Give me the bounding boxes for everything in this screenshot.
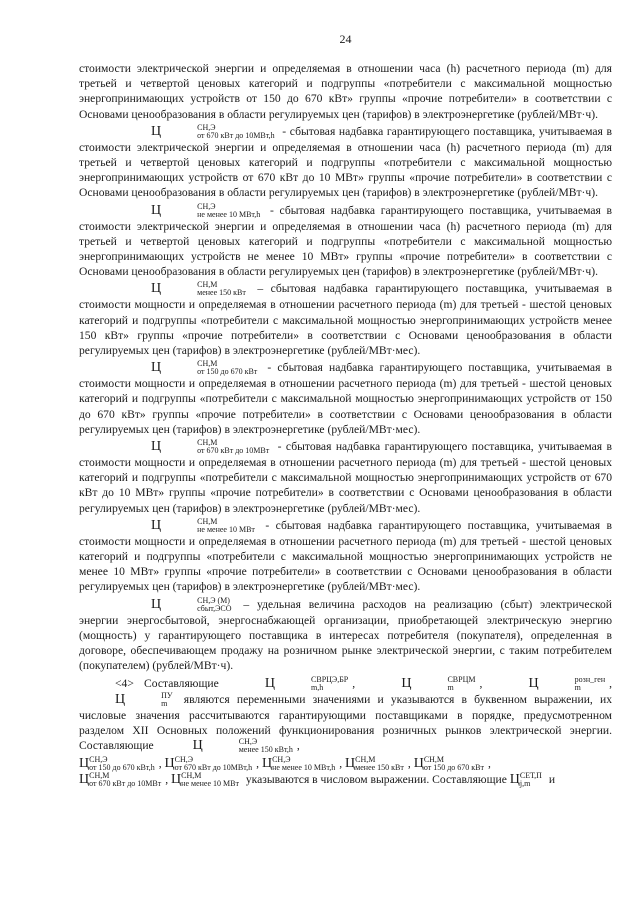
- symbol-main: Ц: [151, 596, 162, 612]
- symbol-superscript: СН,Э (М): [197, 595, 230, 605]
- symbol-main: Ц: [151, 517, 162, 533]
- row-symbol: [79, 754, 159, 772]
- definition-text: - сбытовая надбавка гарантирующего поставщика, учитываемая в стоимости электрической энергии и определяемая в отношении часа (h) расчетного периода (m) для третьей и четвертой ценовых категорий и подгруппы «потребители с максимальной мощностью энергопринимающих устройств от 670 кВт до 10 МВт» группы «прочие потребители» в соответствии с Основами ценообразования в области регулируемых цен (тарифов) в электроэнергетике (рублей/МВт·ч).: [79, 124, 612, 200]
- row-symbol: [164, 754, 257, 772]
- symbol-superscript: СН,М: [423, 754, 445, 764]
- symbol-superscript: СН,М: [181, 770, 202, 780]
- definition-text: - сбытовая надбавка гарантирующего поставщика, учитываемая в стоимости мощности и определяемая в отношении расчетного периода (m) для третьей - шестой ценовых категорий и подгруппы «потребители с максимальной мощностью энергопринимающих устройств не менее 10 МВт» группы «прочие потребители» в соответствии с Основами ценообразования в области регулируемых цен (тарифов) в электроэнергетике (рублей/МВт·мес).: [79, 518, 612, 594]
- symbol-subscript: m: [161, 698, 168, 708]
- symbol-main: Ц: [401, 675, 412, 691]
- definition-text: – сбытовая надбавка гарантирующего поставщика, учитываемая в стоимости мощности и определяемая в отношении расчетного периода (m) для третьей - шестой ценовых категорий и подгруппы «потребители с максимальной мощностью энергопринимающих устройств менее 150 кВт» группы «прочие потребители» в соответствии с Основами ценообразования в области регулируемых цен (тарифов) в электроэнергетике (рублей/МВт·мес).: [79, 282, 612, 358]
- note-text: являются переменными значениями и указываются в буквенном выражении, их числовые значения рассчитываются гарантирующими поставщиками в порядке, предусмотренном разделом XII Основных положений функционирования розничных рынков электрической энергии. Составляющие: [79, 692, 612, 752]
- symbol-main: Ц: [345, 755, 356, 771]
- definition-symbol: [115, 280, 250, 298]
- symbol-subscript: от 150 до 670 кВт,h: [89, 762, 155, 772]
- note-symbol: [229, 674, 352, 692]
- symbol-subscript: от 670 кВт до 10МВт,h: [174, 762, 253, 772]
- symbol-superscript: СН,М: [355, 754, 376, 764]
- symbol-subscript: менее 150 кВт,h: [238, 744, 293, 754]
- symbol-superscript: СН,М: [197, 516, 218, 526]
- symbol-subscript: не менее 10 МВт: [181, 778, 239, 788]
- symbol-main: Ц: [164, 755, 175, 771]
- symbol-subscript: от 150 до 670 кВт: [197, 367, 258, 377]
- note-symbol: [493, 674, 610, 692]
- symbol-subscript: от 670 кВт до 10МВт,h: [197, 130, 275, 140]
- definition-text: - сбытовая надбавка гарантирующего поставщика, учитываемая в стоимости мощности и определяемая в отношении расчетного периода (m) для третьей - шестой ценовых категорий и подгруппы «потребители с максимальной мощностью энергопринимающих устройств от 150 до 670 кВт» группы «прочие потребители» в соответствии с Основами ценообразования в области регулируемых цен (тарифов) в электроэнергетике (рублей/МВт·мес).: [79, 361, 612, 436]
- symbol-subscript: не менее 10 МВт,h: [272, 762, 336, 772]
- symbol-subscript: сбыт,ЭСО: [197, 603, 232, 613]
- symbol-subscript: m: [574, 682, 581, 692]
- symbol-superscript: СН,Э: [197, 201, 216, 211]
- symbol-main: Ц: [413, 755, 424, 771]
- symbol-superscript: СН,Э: [197, 122, 216, 132]
- note-symbol: [157, 736, 297, 754]
- symbol-superscript: СН,Э: [272, 754, 291, 764]
- definition-symbol: [115, 595, 236, 613]
- definition-paragraph: [79, 439, 612, 516]
- page-number: 24: [339, 32, 352, 46]
- note-symbol: [365, 674, 479, 692]
- row2-text: указываются в числовом выражении. Составляющие: [242, 772, 510, 786]
- definition-paragraph: [79, 281, 612, 358]
- definition-symbol: [115, 359, 261, 377]
- definition-symbol: [115, 438, 273, 456]
- formula-row-1: Ц СН,Э от 150 до 670 кВт,h , Ц СН,Э от 670 кВт до 10МВт,h , Ц СН,Э не менее 10 МВт,h , Ц СН,М менее 150 кВт , Ц СН,М от 150 до 670 кВт ,: [79, 754, 491, 772]
- symbol-subscript: менее 150 кВт: [197, 288, 246, 298]
- definitions-list: [79, 124, 612, 674]
- definition-paragraph: [79, 124, 612, 201]
- symbol-subscript: m,h: [311, 682, 324, 692]
- intro-paragraph: стоимости электрической энергии и определяемая в отношении часа (h) расчетного периода (m) для третьей и четвертой ценовых категорий и подгруппы «потребители с максимальной мощностью энергопринимающих устройств от 150 до 670 кВт» группы «прочие потребители» в соответствии с Основами ценообразования в области регулируемых цен (тарифов) в электроэнергетике (рублей/МВт·ч).: [79, 62, 612, 121]
- symbol-subscript: j,m: [519, 778, 531, 788]
- row2-end: и: [545, 772, 556, 786]
- symbol-superscript: СН,М: [197, 438, 218, 448]
- row-symbol: [509, 770, 546, 788]
- symbol-superscript: СЕТ,П: [519, 770, 542, 780]
- symbol-main: Ц: [151, 439, 162, 455]
- symbol-superscript: СВРЦЭ,БР: [311, 674, 349, 684]
- symbol-superscript: СН,Э: [238, 736, 258, 746]
- symbol-main: Ц: [192, 737, 203, 753]
- row-symbol: [79, 770, 165, 788]
- definition-symbol: [115, 201, 264, 219]
- definition-paragraph: [79, 360, 612, 437]
- symbol-subscript: от 150 до 670 кВт: [423, 762, 484, 772]
- definition-symbol: [115, 122, 279, 140]
- definition-paragraph: [79, 597, 612, 674]
- symbol-main: Ц: [264, 675, 276, 691]
- symbol-superscript: розн_ген: [574, 674, 606, 684]
- symbol-subscript: от 670 кВт до 10МВт: [197, 446, 270, 456]
- symbol-main: Ц: [79, 755, 90, 771]
- symbol-main: Ц: [171, 771, 182, 787]
- definition-text: – удельная величина расходов на реализацию (сбыт) электрической энергии энергосбытовой, энергоснабжающей организации, приобретающей электрическую энергию (мощность) у гарантирующего поставщика в интересах потребителя (покупателя), определенная в договоре, обеспечивающем продажу на розничном рынке электрической энергии, с таким потребителем (покупателем) (рублей/МВт·ч).: [79, 597, 612, 673]
- definition-paragraph: [79, 203, 612, 280]
- definition-paragraph: [79, 518, 612, 595]
- symbol-superscript: СН,М: [197, 359, 218, 369]
- symbol-superscript: СН,М: [89, 770, 110, 780]
- symbol-superscript: ПУ: [161, 690, 173, 700]
- symbol-superscript: СН,Э: [89, 754, 108, 764]
- symbol-subscript: от 670 кВт до 10МВт: [89, 778, 162, 788]
- symbol-subscript: m: [447, 682, 454, 692]
- symbol-superscript: СН,Э: [174, 754, 194, 764]
- symbol-main: Ц: [115, 691, 126, 707]
- symbol-subscript: не менее 10 МВт: [197, 524, 255, 534]
- symbol-main: Ц: [79, 771, 90, 787]
- symbol-superscript: СН,М: [197, 280, 218, 290]
- symbol-main: Ц: [528, 675, 539, 691]
- symbol-main: Ц: [151, 281, 162, 297]
- symbol-main: Ц: [509, 771, 520, 787]
- symbol-main: Ц: [261, 755, 273, 771]
- symbol-main: Ц: [151, 360, 162, 376]
- definition-symbol: [115, 516, 259, 534]
- row-symbol: [345, 754, 408, 772]
- note-paragraph: <4> Составляющие Ц СВРЦЭ,БР m,h , Ц СВРЦМ m , Ц розн_ген m , Ц ПУ m являются переменными значениями и указываются в буквенном выражении, их числовые значения рассчитываются гарантирующими поставщиками в порядке, предусмотренном разделом XII Основных положений функционирования розничных рынков электрической энергии. Составляющие Ц СН,Э менее 150 кВт,h ,: [79, 674, 613, 754]
- row-symbol: [413, 754, 488, 772]
- symbol-superscript: СВРЦМ: [447, 674, 476, 684]
- note-symbol: [79, 690, 177, 708]
- definition-text: - сбытовая надбавка гарантирующего поставщика, учитываемая в стоимости мощности и определяемая в отношении расчетного периода (m) для третьей - шестой ценовых категорий и подгруппы «потребители с максимальной мощностью энергопринимающих устройств от 670 кВт до 10 МВт» группы «прочие потребители» в соответствии с Основами ценообразования в области регулируемых цен (тарифов) в электроэнергетике (рублей/МВт·мес).: [79, 440, 612, 515]
- symbol-subscript: не менее 10 МВт,h: [197, 209, 261, 219]
- row-symbol: [261, 754, 339, 772]
- symbol-main: Ц: [151, 123, 162, 139]
- definition-text: - сбытовая надбавка гарантирующего поставщика, учитываемая в стоимости электрической энергии и определяемая в отношении часа (h) расчетного периода (m) для третьей и четвертой ценовых категорий и подгруппы «потребители с максимальной мощностью энергопринимающих устройств не менее 10 МВт» группы «прочие потребители» в соответствии с Основами ценообразования в области регулируемых цен (тарифов) в электроэнергетике (рублей/МВт·ч).: [79, 203, 612, 279]
- symbol-main: Ц: [151, 202, 162, 218]
- symbol-subscript: менее 150 кВт: [355, 762, 404, 772]
- row-symbol: [171, 770, 243, 788]
- note-lead: <4> Составляющие: [115, 676, 229, 690]
- formula-row-2: Ц СН,М от 670 кВт до 10МВт , Ц СН,М не менее 10 МВт указываются в числовом выражении. Составляющие Ц СЕТ,П j,m и: [79, 770, 556, 788]
